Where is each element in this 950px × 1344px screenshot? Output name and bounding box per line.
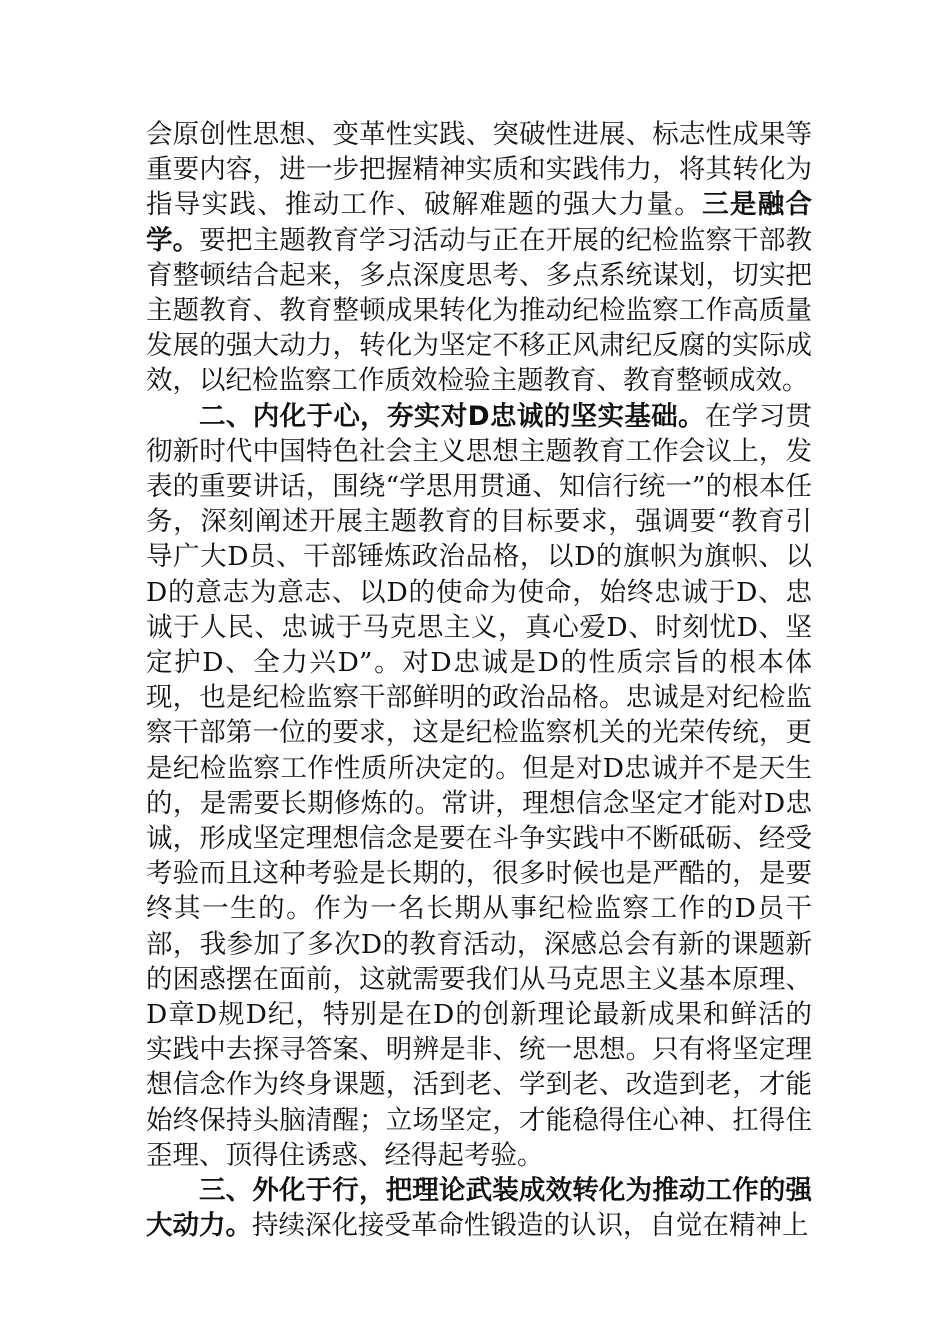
paragraph-1-bold-heading: 三是融合学。 [146, 189, 813, 256]
paragraph-1-text-a: 会原创性思想、变革性实践、突破性进展、标志性成果等重要内容，进一步把握精神实质和实践伟力，将其转化为指导实践、推动工作、破解难题的强大力量。 [146, 119, 812, 221]
paragraph-1 [146, 117, 812, 399]
document-body [146, 117, 812, 1244]
paragraph-2 [146, 399, 812, 1173]
section-2-heading: 二、内化于心，夯实对D忠诚的坚实基础。 [199, 400, 705, 432]
paragraph-1-text-b: 要把主题教育学习活动与正在开展的纪检监察干部教育整顿结合起来，多点深度思考、多点系统谋划，切实把主题教育、教育整顿成果转化为推动纪检监察工作高质量发展的强大动力，转化为坚定不移正风肃纪反腐的实际成效，以纪检监察工作质效检验主题教育、教育整顿成效。 [146, 224, 813, 397]
paragraph-2-text: 在学习贯彻新时代中国特色社会主义思想主题教育工作会议上，发表的重要讲话，围绕“学思用贯通、知信行统一”的根本任务，深刻阐述开展主题教育的目标要求，强调要“教育引导广大D员、干部锤炼政治品格，以D的旗帜为旗帜、以D的意志为意志、以D的使命为使命，始终忠诚于D、忠诚于人民、忠诚于马克思主义，真心爱D、时刻忧D、坚定护D、全力兴D”。对D忠诚是D的性质宗旨的根本体现，也是纪检监察干部鲜明的政治品格。忠诚是对纪检监察干部第一位的要求，这是纪检监察机关的光荣传统，更是纪检监察工作性质所决定的。但是对D忠诚并不是天生的，是需要长期修炼的。常讲，理想信念坚定才能对D忠诚，形成坚定理想信念是要在斗争实践中不断砥砺、经受考验而且这种考验是长期的，很多时候也是严酷的，是要终其一生的。作为一名长期从事纪检监察工作的D员干部，我参加了多次D的教育活动，深感总会有新的课题新的困惑摆在面前，这就需要我们从马克思主义基本原理、D章D规D纪，特别是在D的创新理论最新成果和鲜活的实践中去探寻答案、明辨是非、统一思想。只有将坚定理想信念作为终身课题，活到老、学到老、改造到老，才能始终保持头脑清醒；立场坚定，才能稳得住心神、扛得住歪理、顶得住诱惑、经得起考验。 [146, 400, 812, 1171]
paragraph-3-text: 持续深化接受革命性锻造的认识，自觉在精神上 [252, 1210, 809, 1242]
section-3-heading: 三、外化于行，把理论武装成效转化为推动工作的强大动力。 [146, 1175, 812, 1242]
paragraph-3 [146, 1173, 812, 1243]
